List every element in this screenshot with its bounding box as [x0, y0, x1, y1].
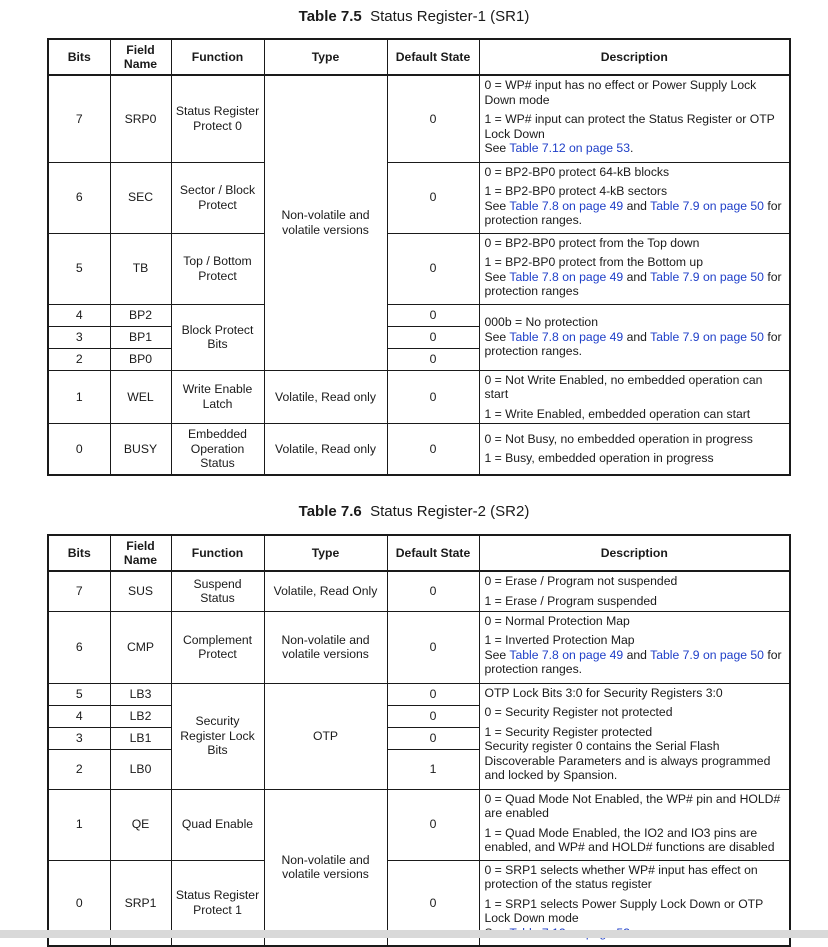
desc-line: See Table 7.8 on page 49 and Table 7.9 on page 50 for protection ranges. — [484, 198, 782, 227]
function-cell: Suspend Status — [171, 571, 264, 611]
description-cell — [479, 370, 790, 424]
table-7-8-link[interactable]: Table 7.8 on page 49 — [509, 198, 624, 213]
header-description: Description — [479, 39, 790, 75]
status-register-2-table — [47, 534, 791, 947]
bit-cell: 3 — [48, 326, 110, 348]
bit-cell: 3 — [48, 727, 110, 749]
default-cell: 0 — [387, 727, 479, 749]
desc-line: OTP Lock Bits 3:0 for Security Registers 3:0 — [484, 685, 723, 700]
function-cell: Top / Bottom Protect — [171, 233, 264, 304]
description-cell — [479, 233, 790, 304]
type-cell: OTP — [264, 683, 387, 789]
function-cell: Quad Enable — [171, 789, 264, 860]
caption-title: Status Register-1 (SR1) — [370, 8, 530, 25]
table-7-9-link[interactable]: Table 7.9 on page 50 — [650, 269, 764, 284]
desc-line: See Table 7.12 on page 53. — [484, 141, 634, 155]
table-7-12-link[interactable]: Table 7.12 on page 53 — [509, 141, 630, 155]
desc-line: 1 = BP2-BP0 protect from the Bottom up — [484, 255, 703, 269]
function-cell: Security Register Lock Bits — [171, 683, 264, 789]
field-cell: LB3 — [110, 683, 171, 705]
table-7-9-link[interactable]: Table 7.9 on page 50 — [650, 198, 764, 213]
desc-line: 000b = No protection — [484, 315, 598, 330]
field-cell: WEL — [110, 370, 171, 424]
description-cell — [479, 304, 790, 370]
header-description: Description — [479, 535, 790, 571]
desc-line: 0 = Erase / Program not suspended — [484, 574, 678, 589]
table-row — [48, 789, 790, 860]
desc-line: 0 = BP2-BP0 protect 64-kB blocks — [484, 164, 670, 179]
desc-line: 0 = WP# input has no effect or Power Supply Lock Down mode — [484, 78, 757, 107]
desc-line: 1 = BP2-BP0 protect 4-kB sectors — [484, 184, 668, 198]
header-bits: Bits — [48, 535, 110, 571]
field-cell: TB — [110, 233, 171, 304]
table-row — [48, 162, 790, 233]
type-cell: Non-volatile and volatile versions — [264, 75, 387, 370]
function-cell: Embedded Operation Status — [171, 424, 264, 475]
desc-line: 0 = SRP1 selects whether WP# input has effect on protection of the status register — [484, 862, 758, 891]
bit-cell: 7 — [48, 571, 110, 611]
field-cell: BP1 — [110, 326, 171, 348]
bit-cell: 5 — [48, 683, 110, 705]
default-cell: 1 — [387, 749, 479, 789]
default-cell: 0 — [387, 233, 479, 304]
table-7-9-link[interactable]: Table 7.9 on page 50 — [650, 647, 764, 662]
default-cell: 0 — [387, 75, 479, 162]
desc-line: 0 = BP2-BP0 protect from the Top down — [484, 235, 700, 250]
type-cell: Volatile, Read only — [264, 424, 387, 475]
description-cell — [479, 424, 790, 475]
bit-cell: 1 — [48, 370, 110, 424]
header-type: Type — [264, 535, 387, 571]
function-cell: Block Protect Bits — [171, 304, 264, 370]
desc-line: Security register 0 contains the Serial Flash Discoverable Parameters and is always programmed and locked by Spansion. — [484, 739, 771, 782]
field-cell: SRP0 — [110, 75, 171, 162]
header-default-state: Default State — [387, 39, 479, 75]
bit-cell: 1 — [48, 789, 110, 860]
bit-cell: 0 — [48, 860, 110, 946]
bit-cell: 6 — [48, 162, 110, 233]
window-bottom-edge — [0, 930, 828, 938]
field-cell: LB2 — [110, 705, 171, 727]
table-row — [48, 370, 790, 424]
description-cell — [479, 683, 790, 789]
function-cell: Status Register Protect 0 — [171, 75, 264, 162]
field-cell: SRP1 — [110, 860, 171, 946]
header-type: Type — [264, 39, 387, 75]
table-row — [48, 233, 790, 304]
desc-line: See Table 7.8 on page 49 and Table 7.9 on page 50 for protection ranges — [484, 269, 782, 298]
bit-cell: 4 — [48, 304, 110, 326]
table-7-9-link[interactable]: Table 7.9 on page 50 — [650, 329, 764, 344]
function-cell: Complement Protect — [171, 611, 264, 683]
default-cell: 0 — [387, 326, 479, 348]
table-row — [48, 304, 790, 326]
table-7-8-link[interactable]: Table 7.8 on page 49 — [509, 269, 624, 284]
bit-cell: 2 — [48, 749, 110, 789]
desc-line: See Table 7.8 on page 49 and Table 7.9 on page 50 for protection ranges. — [484, 329, 782, 359]
status-register-1-table — [47, 38, 791, 476]
bit-cell: 0 — [48, 424, 110, 475]
default-cell: 0 — [387, 304, 479, 326]
function-cell: Sector / Block Protect — [171, 162, 264, 233]
table-7-5-caption — [0, 8, 828, 26]
default-cell: 0 — [387, 348, 479, 370]
table-7-6-caption — [0, 503, 828, 521]
field-cell: SEC — [110, 162, 171, 233]
header-default-state: Default State — [387, 535, 479, 571]
bit-cell: 2 — [48, 348, 110, 370]
caption-number: Table 7.5 — [298, 8, 362, 25]
desc-line: 0 = Not Busy, no embedded operation in progress — [484, 431, 753, 446]
default-cell: 0 — [387, 683, 479, 705]
header-function: Function — [171, 39, 264, 75]
default-cell: 0 — [387, 860, 479, 946]
desc-line: 1 = SRP1 selects Power Supply Lock Down or OTP Lock Down mode — [484, 896, 764, 925]
default-cell: 0 — [387, 611, 479, 683]
description-cell — [479, 611, 790, 683]
desc-line: 1 = Busy, embedded operation in progress — [484, 451, 714, 466]
bit-cell: 5 — [48, 233, 110, 304]
field-cell: CMP — [110, 611, 171, 683]
description-cell — [479, 75, 790, 162]
field-cell: LB1 — [110, 727, 171, 749]
table-7-8-link[interactable]: Table 7.8 on page 49 — [509, 329, 624, 344]
type-cell: Non-volatile and volatile versions — [264, 789, 387, 946]
table-row — [48, 571, 790, 611]
default-cell: 0 — [387, 424, 479, 475]
header-bits: Bits — [48, 39, 110, 75]
description-cell — [479, 162, 790, 233]
header-row — [48, 39, 790, 75]
desc-line: 0 = Not Write Enabled, no embedded operation can start — [484, 372, 763, 401]
field-cell: LB0 — [110, 749, 171, 789]
table-row — [48, 611, 790, 683]
desc-line: 0 = Normal Protection Map — [484, 613, 630, 628]
field-cell: BP0 — [110, 348, 171, 370]
desc-line: 1 = Write Enabled, embedded operation can start — [484, 406, 751, 421]
default-cell: 0 — [387, 162, 479, 233]
header-field-name: Field Name — [110, 39, 171, 75]
desc-line: 0 = Quad Mode Not Enabled, the WP# pin and HOLD# are enabled — [484, 791, 781, 820]
function-cell: Write Enable Latch — [171, 370, 264, 424]
header-field-name: Field Name — [110, 535, 171, 571]
default-cell: 0 — [387, 571, 479, 611]
desc-line: See Table 7.8 on page 49 and Table 7.9 on page 50 for protection ranges. — [484, 647, 782, 676]
description-cell — [479, 789, 790, 860]
table-row — [48, 424, 790, 475]
desc-line: 1 = Quad Mode Enabled, the IO2 and IO3 pins are enabled, and WP# and HOLD# functions are disabled — [484, 825, 775, 854]
table-row — [48, 683, 790, 705]
description-cell — [479, 571, 790, 611]
function-cell: Status Register Protect 1 — [171, 860, 264, 946]
type-cell: Non-volatile and volatile versions — [264, 611, 387, 683]
desc-line: 1 = Inverted Protection Map — [484, 633, 635, 647]
desc-line: 0 = Security Register not protected — [484, 705, 673, 719]
type-cell: Volatile, Read only — [264, 370, 387, 424]
type-cell: Volatile, Read Only — [264, 571, 387, 611]
header-function: Function — [171, 535, 264, 571]
table-row — [48, 75, 790, 162]
field-cell: BUSY — [110, 424, 171, 475]
bit-cell: 7 — [48, 75, 110, 162]
field-cell: QE — [110, 789, 171, 860]
desc-line: 1 = Erase / Program suspended — [484, 593, 657, 608]
table-7-8-link[interactable]: Table 7.8 on page 49 — [509, 647, 624, 662]
bit-cell: 6 — [48, 611, 110, 683]
desc-line: 1 = WP# input can protect the Status Register or OTP Lock Down — [484, 112, 775, 141]
caption-title: Status Register-2 (SR2) — [370, 503, 530, 520]
bit-cell: 4 — [48, 705, 110, 727]
desc-line: 1 = Security Register protected — [484, 724, 653, 739]
header-row — [48, 535, 790, 571]
field-cell: SUS — [110, 571, 171, 611]
field-cell: BP2 — [110, 304, 171, 326]
caption-number: Table 7.6 — [298, 503, 362, 520]
default-cell: 0 — [387, 705, 479, 727]
default-cell: 0 — [387, 370, 479, 424]
default-cell: 0 — [387, 789, 479, 860]
